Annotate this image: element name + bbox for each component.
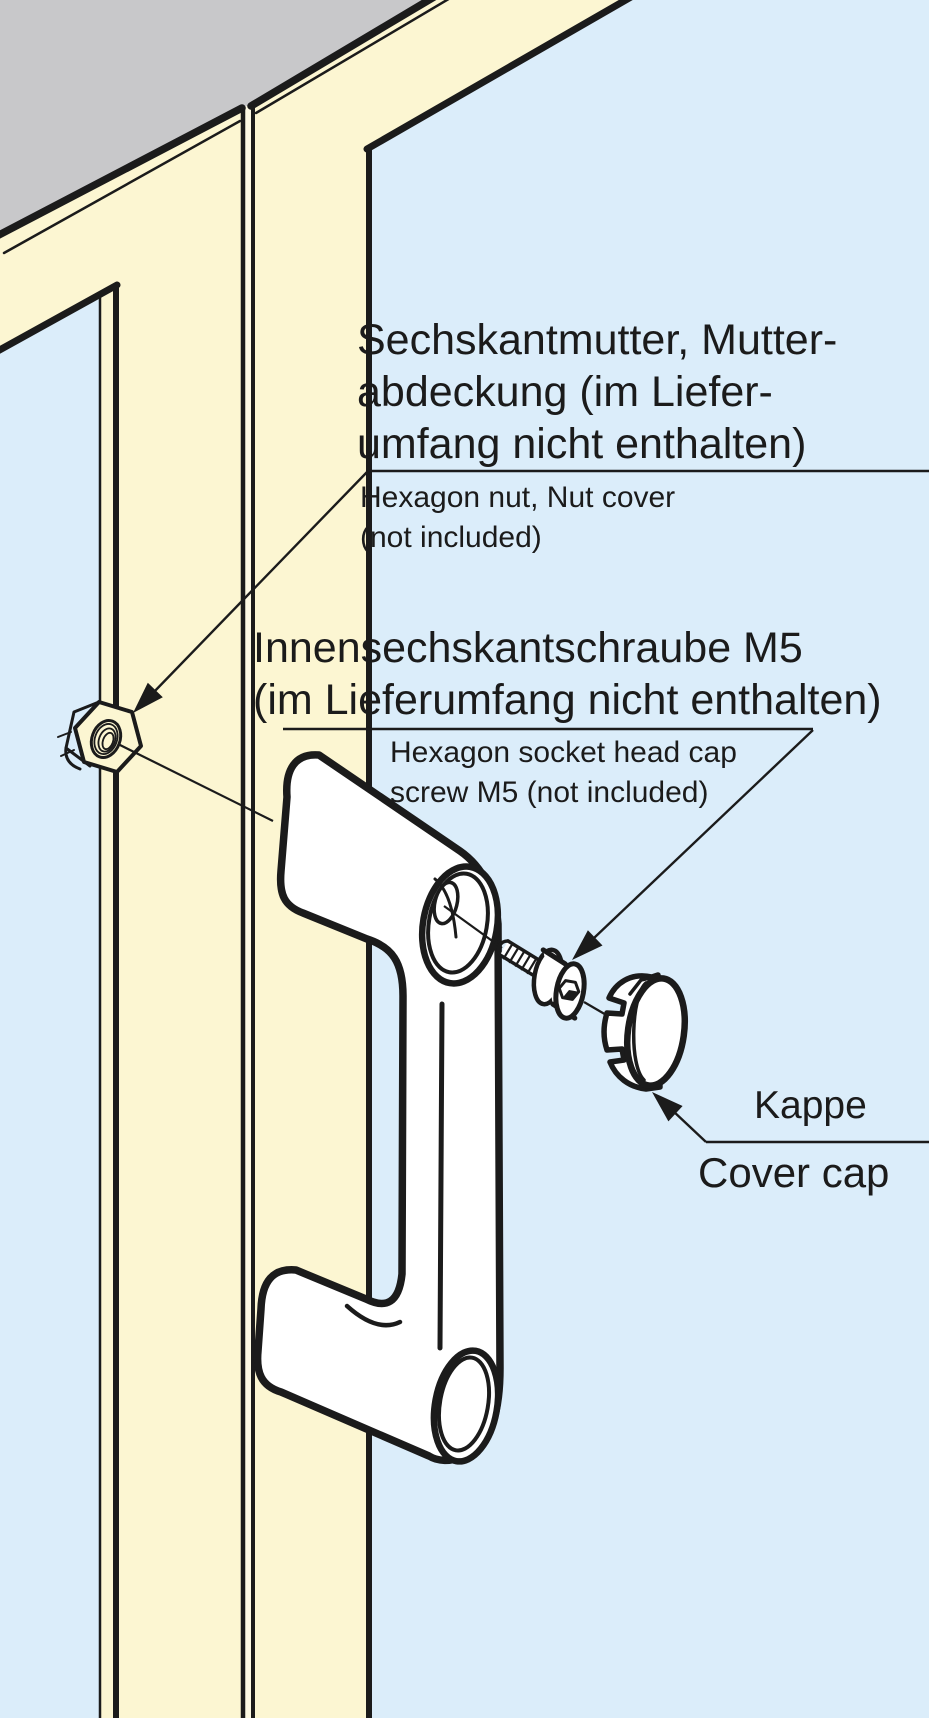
screw-label-german: [253, 622, 882, 726]
left-glass-panel: [0, 294, 100, 1718]
nut-label-german: [357, 314, 837, 470]
nut-label-de-line-1: Sechskantmutter, Mutter-: [357, 316, 838, 364]
screw-label-en-line-2: screw M5 (not included): [390, 776, 709, 809]
nut-label-english: [360, 478, 675, 558]
screw-label-en-line-1: Hexagon socket head cap: [390, 736, 737, 769]
handle-grip-contour-line: [440, 1004, 442, 1348]
nut-label-en-line-2: (not included): [360, 521, 542, 554]
screw-label-de-line-1: Innensechskantschraube M5: [253, 624, 803, 672]
nut-label-de-line-2: abdeckung (im Liefer-: [357, 368, 773, 416]
nut-label-de-line-3: umfang nicht enthalten): [357, 420, 807, 468]
nut-label-en-line-1: Hexagon nut, Nut cover: [360, 481, 676, 514]
cap-label-english: Cover cap: [698, 1149, 890, 1196]
screw-label-de-line-2: (im Lieferumfang nicht enthalten): [253, 676, 882, 724]
screw-label-english: [390, 733, 737, 813]
cap-label-german: Kappe: [754, 1084, 867, 1127]
